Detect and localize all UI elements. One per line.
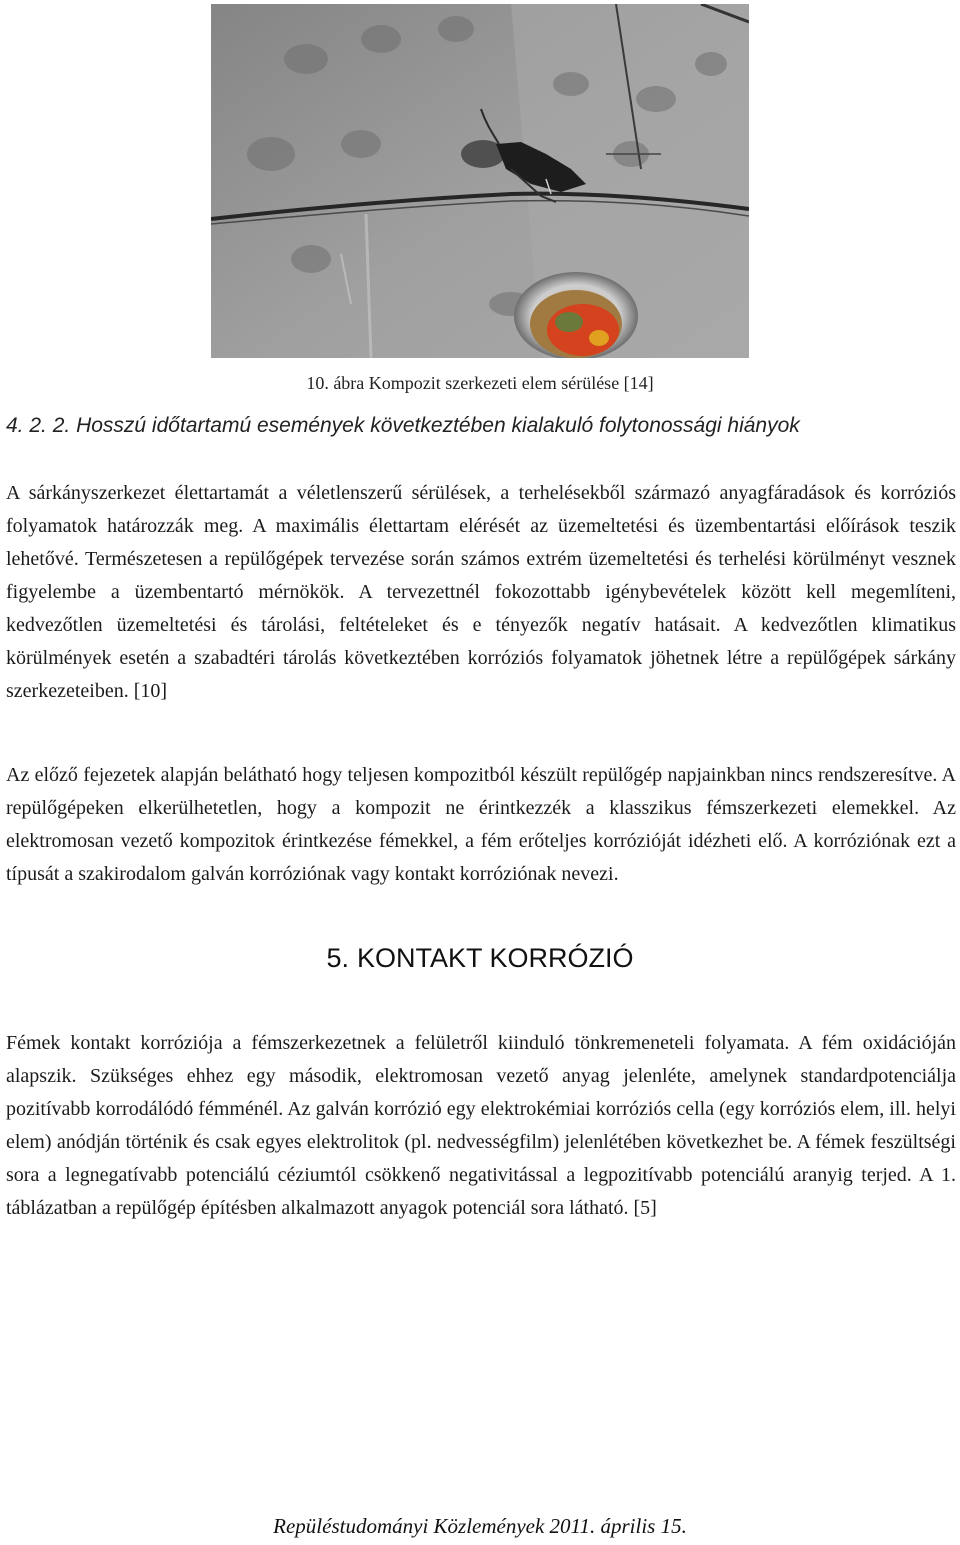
section-title: KONTAKT KORRÓZIÓ [357, 943, 634, 973]
paragraph-2: Az előző fejezetek alapján belátható hogy teljesen kompozitból készült repülőgép napjainkban nincs rendszeresítve. A repülőgépeken elkerülhetetlen, hogy a kompozit ne érintkezzék a klasszikus fémszerkezeti elemekkel. Az elektromosan vezető kompozitok érintkezése fémekkel, a fém erőteljes korrózióját idézheti elő. A korróziónak ezt a típusát a szakirodalom galván korróziónak vagy kontakt korróziónak nevezi. [6, 764, 956, 885]
paragraph-3: Fémek kontakt korróziója a fémszerkezetnek a felületről kiinduló tönkremeneteli folyamata. A fém oxidációján alapszik. Szükséges ehhez egy második, elektromosan vezető anyag jelenléte, amelynek standardpotenciálja pozitívabb korrodálódó fémménél. Az galván korrózió egy elektrokémiai korróziós cella (egy korróziós elem, ill. helyi elem) anódján történik és csak egyes elektrolitok (pl. nedvességfilm) jelenlétében következhet be. A fémek feszültségi sora a legnegatívabb potenciálú céziumtól csökkenő negativitással a legpozitívabb potenciálú aranyig terjed. A 1. táblázatban a repülőgép építésben alkalmazott anyagok potenciál sora látható. [5] [6, 1032, 956, 1219]
subsection-number: 4. 2. 2. [6, 414, 71, 437]
section-number: 5. [326, 943, 349, 973]
subsection-title: Hosszú időtartamú események következtében kialakuló folytonossági hiányok [76, 414, 800, 437]
composite-damage-photo [211, 4, 749, 358]
figure-caption: 10. ábra Kompozit szerkezeti elem sérülése [14] [306, 373, 654, 393]
paragraph-1: A sárkányszerkezet élettartamát a véletlenszerű sérülések, a terhelésekből származó anyagfáradások és korróziós folyamatok határozzák meg. A maximális élettartam elérését az üzemeltetési és üzembentartási előírások teszik lehetővé. Természetesen a repülőgépek tervezése során számos extrém üzemeltetési és terhelési körülményt vesznek figyelembe a üzembentartó mérnökök. A tervezettnél fokozottabb igénybevételek között kell megemlíteni, kedvezőtlen üzemeltetési és tárolási, feltételeket és e tényezők negatív hatásait. A kedvezőtlen klimatikus körülmények esetén a szabadtéri tárolás következtében korróziós folyamatok jöhetnek létre a repülőgépek sárkány szerkezeteiben. [10] [6, 482, 956, 702]
subsection-heading [6, 414, 956, 438]
section-heading [0, 943, 960, 974]
page-footer: Repüléstudományi Közlemények 2011. április 15. [273, 1514, 687, 1538]
